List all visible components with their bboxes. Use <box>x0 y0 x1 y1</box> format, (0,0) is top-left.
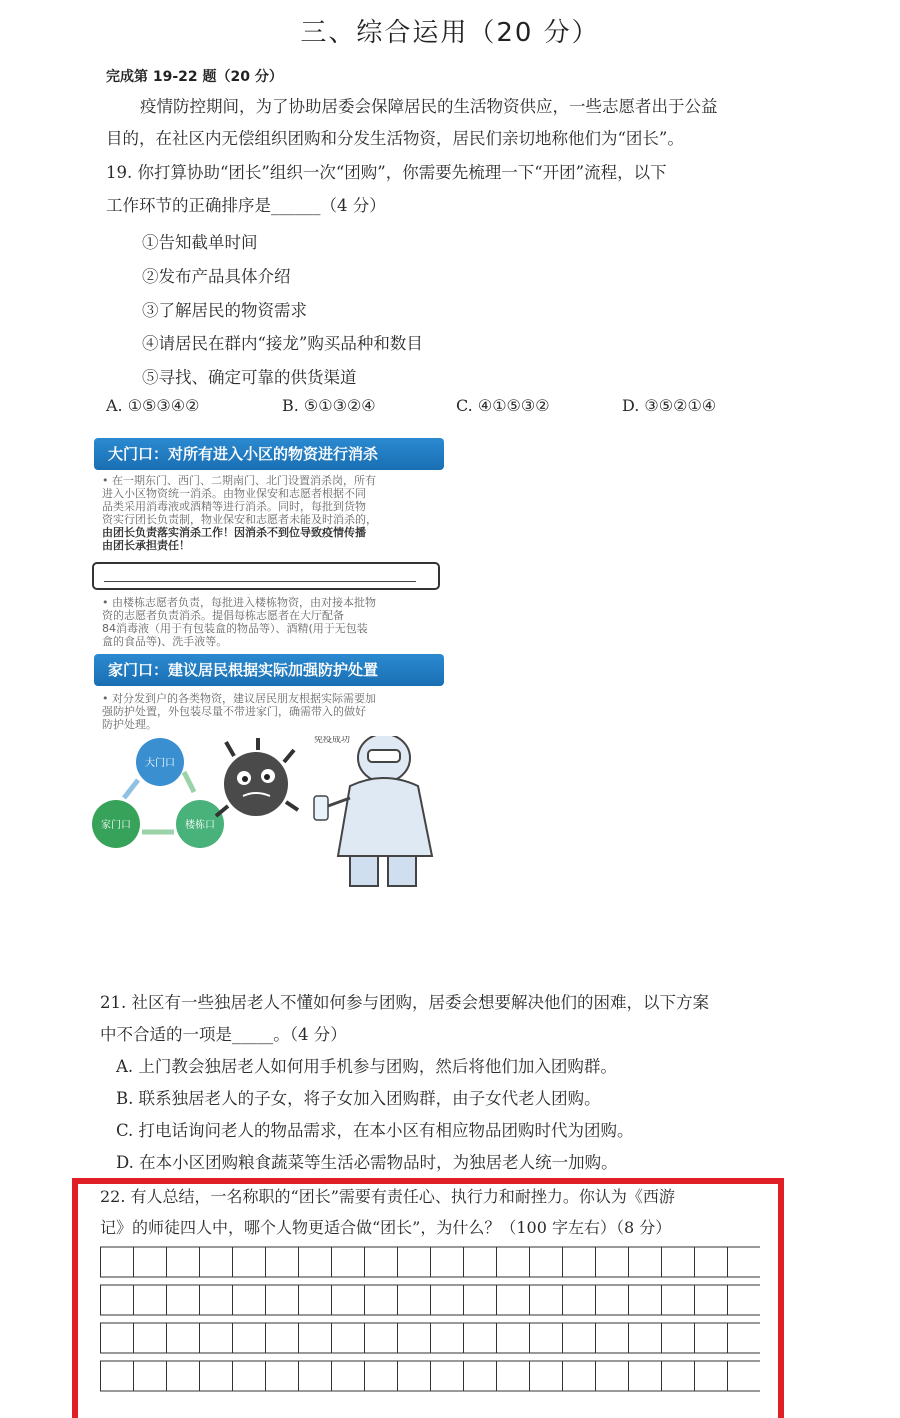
q19-line-1: 19. 你打算协助“团长”组织一次“团购”，你需要先梳理一下“开团”流程，以下 <box>106 163 667 182</box>
grid-cell[interactable] <box>563 1285 596 1315</box>
poster-building-text: • 由楼栋志愿者负责，每批进入楼栋物资，由对接本批物 资的志愿者负责消杀。提倡每栋志愿者在大厅配备 84消毒液（用于有包装盒的物品等）、酒精(用于无包装 盒的食品等)、洗手液等。 <box>102 596 376 648</box>
epidemic-poster <box>88 436 448 896</box>
poster-blank-box <box>92 562 440 590</box>
grid-cell[interactable] <box>167 1285 200 1315</box>
grid-cell[interactable] <box>167 1361 200 1391</box>
grid-cell[interactable] <box>431 1285 464 1315</box>
grid-cell[interactable] <box>134 1285 167 1315</box>
grid-cell[interactable] <box>530 1323 563 1353</box>
grid-cell[interactable] <box>629 1247 662 1277</box>
grid-cell[interactable] <box>299 1247 332 1277</box>
grid-cell[interactable] <box>134 1361 167 1391</box>
poster-gate-text: • 在一期东门、西门、二期南门、北门设置消杀岗，所有 进入小区物资统一消杀。由物业保安和志愿者根据不同 品类采用消毒液或酒精等进行消杀。同时，每批到货物 资实行团长负责制，物业保安和志愿者未能及时消杀的， 由团长负责落实消杀工作！因消杀不到位导致疫情传播 由团长承担责任！ <box>102 474 377 552</box>
q22-line-1: 22. 有人总结，一名称职的“团长”需要有责任心、执行力和耐挫力。你认为《西游 <box>100 1187 675 1206</box>
instruction: 完成第 19-22 题（20 分） <box>106 69 283 85</box>
grid-cell[interactable] <box>365 1323 398 1353</box>
q19-item-1: ①告知截单时间 <box>142 233 258 252</box>
q19-choice-a: A. ①⑤③④② <box>106 396 200 415</box>
grid-cell[interactable] <box>695 1247 728 1277</box>
q21-line-1: 21. 社区有一些独居老人不懂如何参与团购，居委会想要解决他们的困难，以下方案 <box>100 993 709 1012</box>
grid-cell[interactable] <box>629 1285 662 1315</box>
q19-item-3: ③了解居民的物资需求 <box>142 301 307 320</box>
grid-cell[interactable] <box>101 1285 134 1315</box>
grid-cell[interactable] <box>662 1323 695 1353</box>
q19-choice-d: D. ③⑤②①④ <box>622 396 717 415</box>
grid-cell[interactable] <box>398 1285 431 1315</box>
grid-cell[interactable] <box>662 1285 695 1315</box>
section-title: 三、综合运用（20 分） <box>300 18 600 48</box>
q21-option-a: A. 上门教会独居老人如何用手机参与团购，然后将他们加入团购群。 <box>116 1057 617 1076</box>
building-node-label: 楼栋口 <box>185 820 215 831</box>
grid-cell[interactable] <box>299 1285 332 1315</box>
arrow-icon <box>124 780 138 798</box>
q19-item-2: ②发布产品具体介绍 <box>142 267 291 286</box>
grid-cell[interactable] <box>464 1323 497 1353</box>
grid-cell[interactable] <box>563 1323 596 1353</box>
answer-grid[interactable] <box>100 1246 760 1392</box>
grid-cell[interactable] <box>431 1323 464 1353</box>
grid-cell[interactable] <box>695 1361 728 1391</box>
grid-cell[interactable] <box>365 1361 398 1391</box>
q21-line-2: 中不合适的一项是_____。（4 分） <box>100 1025 347 1044</box>
intro-line-1: 疫情防控期间，为了协助居委会保障居民的生活物资供应，一些志愿者出于公益 <box>140 97 718 116</box>
grid-cell[interactable] <box>695 1285 728 1315</box>
home-node-label: 家门口 <box>101 820 131 831</box>
grid-cell[interactable] <box>728 1285 761 1315</box>
virus-note: 免疫成功 <box>314 736 351 745</box>
grid-cell[interactable] <box>530 1247 563 1277</box>
grid-cell[interactable] <box>629 1323 662 1353</box>
grid-cell[interactable] <box>332 1361 365 1391</box>
grid-cell[interactable] <box>332 1285 365 1315</box>
grid-cell[interactable] <box>497 1285 530 1315</box>
grid-cell[interactable] <box>167 1323 200 1353</box>
grid-cell[interactable] <box>596 1247 629 1277</box>
grid-cell[interactable] <box>497 1247 530 1277</box>
grid-cell[interactable] <box>464 1285 497 1315</box>
q19-choice-c: C. ④①⑤③② <box>456 396 550 415</box>
grid-cell[interactable] <box>596 1285 629 1315</box>
volunteer-icon <box>314 736 432 886</box>
grid-cell[interactable] <box>530 1285 563 1315</box>
grid-cell[interactable] <box>464 1361 497 1391</box>
q19-item-5: ⑤寻找、确定可靠的供货渠道 <box>142 368 357 387</box>
grid-cell[interactable] <box>266 1247 299 1277</box>
grid-cell[interactable] <box>134 1323 167 1353</box>
q19-choice-b: B. ⑤①③②④ <box>282 396 376 415</box>
grid-cell[interactable] <box>398 1247 431 1277</box>
q22-line-2: 记》的师徒四人中，哪个人物更适合做“团长”，为什么？（100 字左右）（8 分） <box>100 1218 672 1237</box>
grid-cell[interactable] <box>101 1323 134 1353</box>
grid-cell[interactable] <box>266 1323 299 1353</box>
grid-cell[interactable] <box>728 1247 761 1277</box>
poster-illustration <box>88 736 448 896</box>
grid-cell[interactable] <box>332 1323 365 1353</box>
grid-cell[interactable] <box>629 1361 662 1391</box>
q21-option-b: B. 联系独居老人的子女，将子女加入团购群，由子女代老人团购。 <box>116 1089 601 1108</box>
grid-cell[interactable] <box>233 1361 266 1391</box>
grid-cell[interactable] <box>200 1323 233 1353</box>
grid-cell[interactable] <box>101 1361 134 1391</box>
virus-icon <box>216 738 298 816</box>
q21-option-d: D. 在本小区团购粮食蔬菜等生活必需物品时，为独居老人统一加购。 <box>116 1153 618 1172</box>
grid-cell[interactable] <box>134 1247 167 1277</box>
grid-cell[interactable] <box>233 1247 266 1277</box>
q21-option-c: C. 打电话询问老人的物品需求，在本小区有相应物品团购时代为团购。 <box>116 1121 634 1140</box>
grid-cell[interactable] <box>728 1361 761 1391</box>
grid-cell[interactable] <box>662 1361 695 1391</box>
grid-cell[interactable] <box>398 1361 431 1391</box>
grid-cell[interactable] <box>497 1323 530 1353</box>
grid-cell[interactable] <box>596 1361 629 1391</box>
grid-cell[interactable] <box>662 1247 695 1277</box>
grid-cell[interactable] <box>596 1323 629 1353</box>
grid-cell[interactable] <box>365 1285 398 1315</box>
grid-cell[interactable] <box>464 1247 497 1277</box>
grid-cell[interactable] <box>431 1247 464 1277</box>
grid-cell[interactable] <box>695 1323 728 1353</box>
grid-cell[interactable] <box>332 1247 365 1277</box>
grid-cell[interactable] <box>200 1361 233 1391</box>
grid-cell[interactable] <box>530 1361 563 1391</box>
grid-cell[interactable] <box>365 1247 398 1277</box>
grid-cell[interactable] <box>167 1247 200 1277</box>
grid-cell[interactable] <box>200 1285 233 1315</box>
poster-banner-home: 家门口：建议居民根据实际加强防护处置 <box>94 654 444 686</box>
grid-cell[interactable] <box>266 1361 299 1391</box>
grid-cell[interactable] <box>299 1361 332 1391</box>
grid-cell[interactable] <box>200 1247 233 1277</box>
grid-cell[interactable] <box>398 1323 431 1353</box>
poster-banner-gate: 大门口：对所有进入小区的物资进行消杀 <box>94 438 444 470</box>
grid-cell[interactable] <box>563 1361 596 1391</box>
q19-line-2: 工作环节的正确排序是______（4 分） <box>106 196 386 215</box>
grid-cell[interactable] <box>431 1361 464 1391</box>
grid-cell[interactable] <box>563 1247 596 1277</box>
poster-home-text: • 对分发到户的各类物资，建议居民朋友根据实际需要加 强防护处置，外包装尽量不带进家门，确需带入的做好 防护处理。 <box>102 692 376 731</box>
intro-line-2: 目的，在社区内无偿组织团购和分发生活物资，居民们亲切地称他们为“团长”。 <box>106 129 684 148</box>
grid-cell[interactable] <box>266 1285 299 1315</box>
grid-cell[interactable] <box>233 1285 266 1315</box>
grid-cell[interactable] <box>233 1323 266 1353</box>
grid-cell[interactable] <box>728 1323 761 1353</box>
gate-node-label: 大门口 <box>145 758 175 769</box>
grid-cell[interactable] <box>299 1323 332 1353</box>
grid-cell[interactable] <box>497 1361 530 1391</box>
q19-item-4: ④请居民在群内“接龙”购买品种和数目 <box>142 334 423 353</box>
grid-cell[interactable] <box>101 1247 134 1277</box>
arrow-icon <box>184 772 194 792</box>
